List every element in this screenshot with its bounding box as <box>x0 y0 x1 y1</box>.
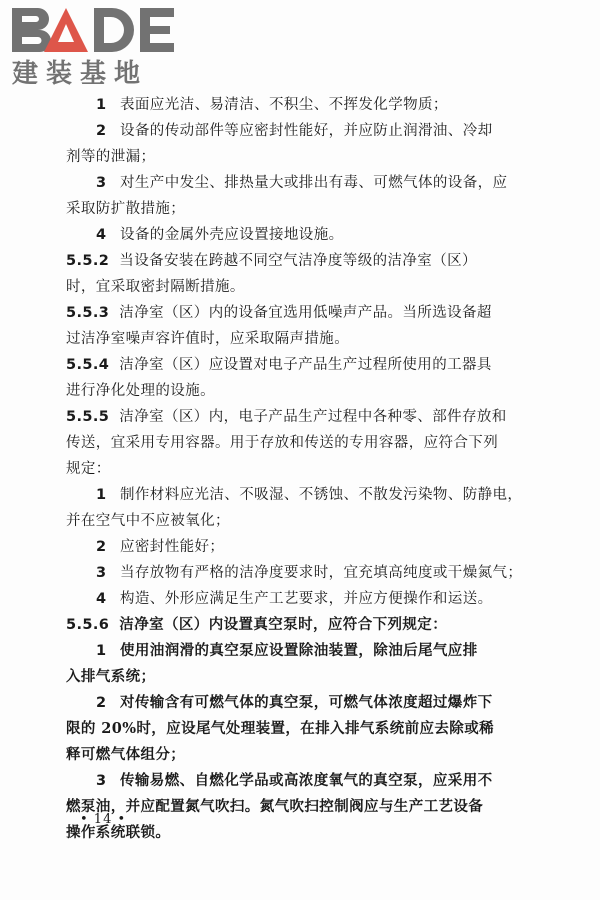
clause-item <box>96 768 542 794</box>
line-text: 使用油润滑的真空泵应设置除油装置，除油后尾气应排 <box>120 642 478 659</box>
continuation-line <box>66 664 542 690</box>
line-text: 过洁净室噪声容许值时，应采取隔声措施。 <box>66 331 350 347</box>
line-text: 洁净室（区）应设置对电子产品生产过程所使用的工器具 <box>119 357 492 373</box>
line-text: 设备的传动部件等应密封性能好，并应防止润滑油、冷却 <box>120 123 493 139</box>
continuation-line <box>66 820 542 846</box>
section-number: 5.5.2 <box>66 253 110 269</box>
continuation-line <box>66 456 542 482</box>
line-text: 限的 20%时，应设尾气处理装置，在排入排气系统前应去除或稀 <box>66 720 495 737</box>
item-number: 3 <box>96 565 107 581</box>
continuation-line <box>66 508 542 534</box>
continuation-line <box>66 274 542 300</box>
logo-graphic <box>10 4 180 88</box>
line-text: 当设备安装在跨越不同空气洁净度等级的洁净室（区） <box>119 253 477 269</box>
document-body <box>66 92 542 846</box>
bade-logo-watermark <box>10 4 180 88</box>
line-text: 并在空气中不应被氧化； <box>66 513 230 529</box>
continuation-line <box>66 196 542 222</box>
continuation-line <box>66 378 542 404</box>
line-text: 操作系统联锁。 <box>66 824 171 841</box>
line-text: 燃泵油，并应配置氮气吹扫。氮气吹扫控制阀应与生产工艺设备 <box>66 798 484 815</box>
line-text: 当存放物有严格的洁净度要求时，宜充填高纯度或干燥氮气； <box>120 565 523 581</box>
line-text: 设备的金属外壳应设置接地设施。 <box>120 227 344 243</box>
clause-item <box>96 118 542 144</box>
clause-item <box>96 586 542 612</box>
section-paragraph <box>66 404 542 430</box>
continuation-line <box>66 716 542 742</box>
section-number: 5.5.6 <box>66 617 110 633</box>
line-text: 采取防扩散措施； <box>66 201 186 217</box>
line-text: 释可燃气体组分； <box>66 746 186 763</box>
continuation-line <box>66 742 542 768</box>
clause-item <box>96 222 542 248</box>
clause-item <box>96 170 542 196</box>
item-number: 3 <box>96 773 107 789</box>
line-text: 洁净室（区）内，电子产品生产过程中各种零、部件存放和 <box>119 409 507 425</box>
clause-item <box>96 690 542 716</box>
clause-item <box>96 560 542 586</box>
section-number: 5.5.5 <box>66 409 110 425</box>
item-number: 3 <box>96 175 107 191</box>
item-number: 2 <box>96 539 107 555</box>
line-text: 进行净化处理的设施。 <box>66 383 215 399</box>
item-number: 2 <box>96 695 107 711</box>
line-text: 规定： <box>66 461 111 477</box>
item-number: 1 <box>96 643 107 659</box>
continuation-line <box>66 430 542 456</box>
item-number: 1 <box>96 97 107 113</box>
line-text: 对生产中发尘、排热量大或排出有毒、可燃气体的设备，应 <box>120 175 508 191</box>
section-paragraph <box>66 300 542 326</box>
section-number: 5.5.4 <box>66 357 110 373</box>
line-text: 入排气系统； <box>66 668 156 685</box>
clause-item <box>96 92 542 118</box>
line-text: 制作材料应光洁、不吸湿、不锈蚀、不散发污染物、防静电， <box>120 487 523 503</box>
item-number: 4 <box>96 591 107 607</box>
clause-item <box>96 638 542 664</box>
section-paragraph <box>66 352 542 378</box>
line-text: 对传输含有可燃气体的真空泵，可燃气体浓度超过爆炸下 <box>120 694 493 711</box>
page-number: • 14 • <box>80 812 127 827</box>
section-number: 5.5.3 <box>66 305 110 321</box>
item-number: 1 <box>96 487 107 503</box>
line-text: 洁净室（区）内的设备宜选用低噪声产品。当所选设备超 <box>119 305 492 321</box>
line-text: 传送，宜采用专用容器。用于存放和传送的专用容器，应符合下列 <box>66 435 499 451</box>
clause-item <box>96 534 542 560</box>
svg-text:建装基地: 建装基地 <box>12 59 149 88</box>
section-paragraph <box>66 612 542 638</box>
item-number: 2 <box>96 123 107 139</box>
line-text: 构造、外形应满足生产工艺要求，并应方便操作和运送。 <box>120 591 493 607</box>
line-text: 应密封性能好； <box>120 539 225 555</box>
line-text: 表面应光洁、易清洁、不积尘、不挥发化学物质； <box>120 97 448 113</box>
continuation-line <box>66 794 542 820</box>
clause-item <box>96 482 542 508</box>
line-text: 传输易燃、自燃化学品或高浓度氧气的真空泵，应采用不 <box>120 772 493 789</box>
line-text: 洁净室（区）内设置真空泵时，应符合下列规定： <box>119 616 448 633</box>
item-number: 4 <box>96 227 107 243</box>
continuation-line <box>66 144 542 170</box>
continuation-line <box>66 326 542 352</box>
line-text: 剂等的泄漏； <box>66 149 156 165</box>
section-paragraph <box>66 248 542 274</box>
line-text: 时，宜采取密封隔断措施。 <box>66 279 245 295</box>
